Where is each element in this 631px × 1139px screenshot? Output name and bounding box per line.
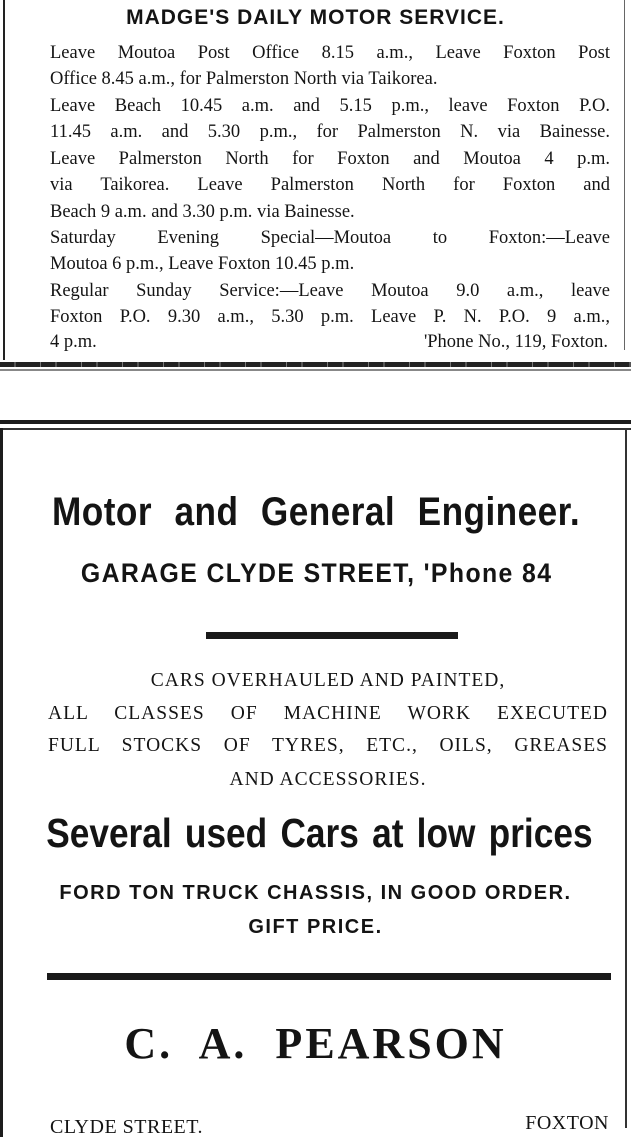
service-line: AND ACCESSORIES.	[229, 769, 427, 790]
timetable-last-time: 4 p.m.	[50, 332, 97, 352]
border-right	[624, 0, 625, 350]
pearson-garage-ad	[0, 420, 631, 1137]
timetable-line: via Taikorea. Leave Palmerston North for Foxton and	[50, 175, 610, 195]
timetable-line: Saturday Evening Special—Moutoa to Foxton:—Leave	[50, 228, 610, 248]
timetable-last-row	[50, 329, 608, 355]
garage-address: GARAGE CLYDE STREET, 'Phone 84	[80, 558, 553, 588]
timetable-line: Leave Palmerston North for Foxton and Moutoa 4 p.m.	[50, 149, 610, 169]
timetable-line: Leave Beach 10.45 a.m. and 5.15 p.m., leave Foxton P.O.	[50, 96, 610, 116]
border-left	[3, 0, 5, 360]
phone-number: 'Phone No., 119, Foxton.	[423, 332, 608, 352]
timetable-line: Regular Sunday Service:—Leave Moutoa 9.0 a.m., leave	[50, 281, 610, 301]
used-cars-offer: Several used Cars at low prices	[46, 810, 593, 856]
top-rule-thin	[0, 428, 631, 430]
separator-rule-thin	[0, 369, 631, 371]
service-line: ALL CLASSES OF MACHINE WORK EXECUTED	[48, 703, 608, 724]
timetable-line: Foxton P.O. 9.30 a.m., 5.30 p.m. Leave P. N. P.O. 9 a.m.,	[50, 307, 610, 327]
top-rule	[0, 420, 631, 424]
timetable-line: 11.45 a.m. and 5.30 p.m., for Palmerston N. via Bainesse.	[50, 122, 610, 142]
headline: Motor and General Engineer.	[52, 490, 581, 534]
gift-price: GIFT PRICE.	[248, 916, 383, 938]
timetable-line: Office 8.45 a.m., for Palmerston North via Taikorea.	[50, 69, 438, 89]
madge-motor-service-ad	[0, 0, 631, 365]
divider-rule	[47, 973, 611, 980]
proprietor-name: C. A. PEARSON	[124, 1019, 507, 1068]
timetable-line: Leave Moutoa Post Office 8.15 a.m., Leave Foxton Post	[50, 43, 610, 63]
truck-offer: FORD TON TRUCK CHASSIS, IN GOOD ORDER.	[59, 882, 572, 904]
divider-rule	[206, 632, 458, 639]
service-line: FULL STOCKS OF TYRES, ETC., OILS, GREASES	[48, 735, 608, 756]
timetable-line: Beach 9 a.m. and 3.30 p.m. via Bainesse.	[50, 202, 355, 222]
street-address: CLYDE STREET.	[50, 1116, 204, 1138]
ad-title: MADGE'S DAILY MOTOR SERVICE.	[126, 6, 505, 29]
timetable-line: Moutoa 6 p.m., Leave Foxton 10.45 p.m.	[50, 254, 355, 274]
service-line: CARS OVERHAULED AND PAINTED,	[150, 670, 506, 691]
separator-rule	[0, 362, 631, 367]
town: FOXTON	[525, 1112, 609, 1134]
